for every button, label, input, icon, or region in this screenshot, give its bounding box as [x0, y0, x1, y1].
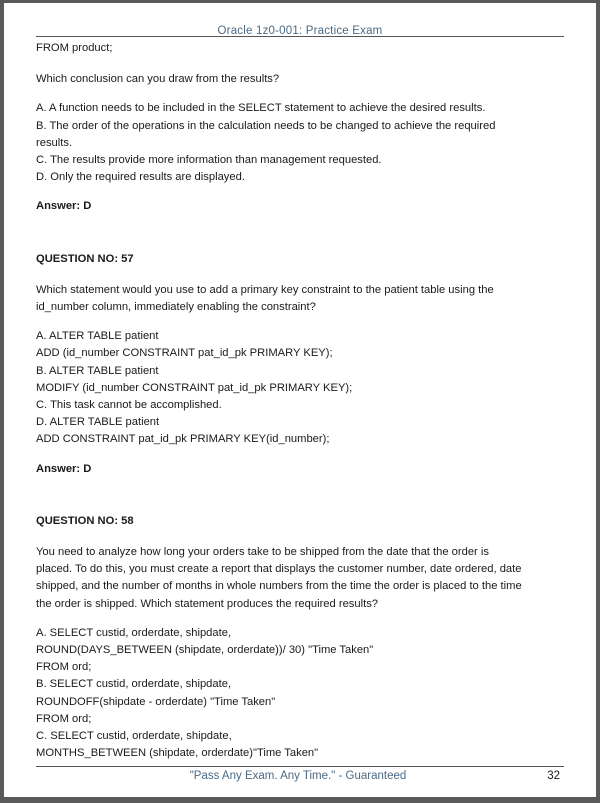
header-divider	[36, 36, 564, 37]
q57-prompt-line-1: Which statement would you use to add a primary key constraint to the patient table using the	[36, 283, 494, 296]
page-number: 32	[547, 770, 560, 782]
q57-option-line-2: ADD (id_number CONSTRAINT pat_id_pk PRIMARY KEY);	[36, 347, 333, 360]
q58-option-line-4: B. SELECT custid, orderdate, shipdate,	[36, 678, 232, 691]
q56-sql-line: FROM product;	[36, 42, 113, 54]
q57-option-line-7: ADD CONSTRAINT pat_id_pk PRIMARY KEY(id_number);	[36, 433, 330, 446]
q57-prompt-line-2: id_number column, immediately enabling the constraint?	[36, 301, 316, 314]
q56-option-c: C. The results provide more information than management requested.	[36, 154, 382, 167]
q57-option-line-5: C. This task cannot be accomplished.	[36, 399, 222, 412]
q56-option-b: B. The order of the operations in the calculation needs to be changed to achieve the required	[36, 119, 496, 132]
q58-title: QUESTION NO: 58	[36, 514, 134, 527]
q57-option-line-3: B. ALTER TABLE patient	[36, 364, 159, 377]
footer-divider	[36, 766, 564, 767]
q57-answer: Answer: D	[36, 462, 92, 475]
q58-option-line-1: A. SELECT custid, orderdate, shipdate,	[36, 626, 232, 639]
q58-option-line-3: FROM ord;	[36, 661, 92, 674]
footer-tagline: "Pass Any Exam. Any Time." - Guaranteed	[189, 770, 407, 782]
q58-prompt-line-3: shipped, and the number of months in whole numbers from the time the order is placed to the time	[36, 580, 522, 593]
q58-prompt-line-4: the order is shipped. Which statement produces the required results?	[36, 597, 379, 610]
q56-prompt: Which conclusion can you draw from the results?	[36, 73, 280, 86]
q57-option-line-1: A. ALTER TABLE patient	[36, 330, 159, 343]
page-content	[36, 40, 566, 763]
q58-option-line-7: C. SELECT custid, orderdate, shipdate,	[36, 730, 232, 743]
q58-option-line-6: FROM ord;	[36, 712, 92, 725]
q57-option-line-6: D. ALTER TABLE patient	[36, 416, 160, 429]
q56-option-b-cont: results.	[36, 136, 73, 149]
q58-option-line-5: ROUNDOFF(shipdate - orderdate) "Time Taken"	[36, 695, 276, 708]
q57-title: QUESTION NO: 57	[36, 252, 134, 265]
page-header: Oracle 1z0-001: Practice Exam	[217, 25, 383, 37]
q56-option-d: D. Only the required results are displayed.	[36, 171, 245, 184]
q58-option-line-2: ROUND(DAYS_BETWEEN (shipdate, orderdate))/ 30) "Time Taken"	[36, 644, 374, 657]
q58-option-line-8: MONTHS_BETWEEN (shipdate, orderdate)"Time Taken"	[36, 747, 319, 760]
q57-option-line-4: MODIFY (id_number CONSTRAINT pat_id_pk PRIMARY KEY);	[36, 381, 353, 394]
q56-option-a: A. A function needs to be included in the SELECT statement to achieve the desired results.	[36, 102, 486, 115]
q56-answer: Answer: D	[36, 200, 92, 213]
q58-prompt-line-2: placed. To do this, you must create a report that displays the customer number, date ordered, date	[36, 563, 522, 576]
q58-prompt-line-1: You need to analyze how long your orders take to be shipped from the date that the order is	[36, 546, 489, 559]
document-page	[4, 3, 596, 797]
page-footer	[36, 768, 560, 784]
